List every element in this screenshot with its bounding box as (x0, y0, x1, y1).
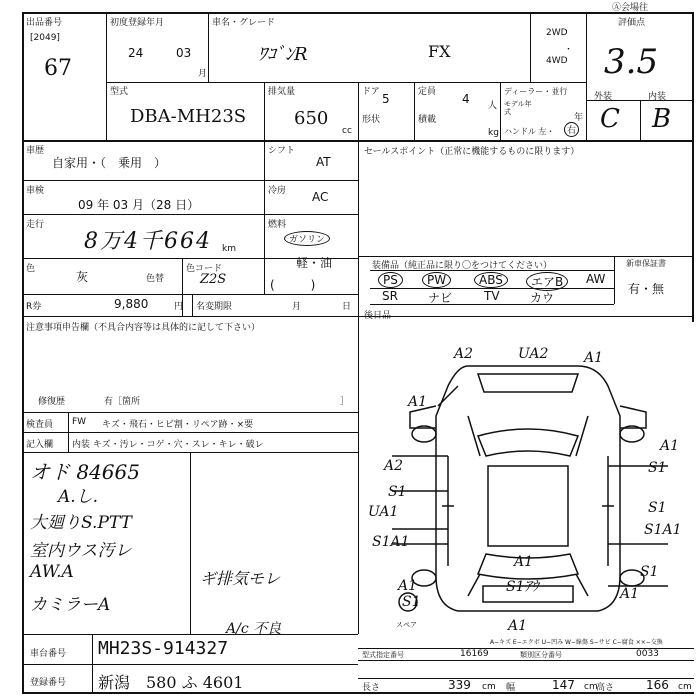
lot-number: 67 (44, 56, 72, 81)
warranty-value: 有・無 (628, 282, 665, 296)
damage-mark-18: S1 (402, 594, 421, 610)
sales-point-label: セールスポイント（正常に機能するものに限ります） (364, 147, 580, 157)
handwritten-line-7: ギ排気モレ (200, 569, 281, 588)
color-code-label: 色コード (186, 264, 223, 274)
drive-2wd: 2WD (546, 28, 568, 38)
damage-mark-10: S1 (648, 500, 667, 516)
equipment-label: 装備品（純正品に限り〇をつけてください） (372, 261, 553, 271)
shape-label: 形状 (362, 115, 381, 125)
length-label: 長さ (362, 683, 381, 693)
dealer-label: ディーラー・並行 (504, 87, 568, 96)
door-label: ドア (362, 87, 380, 97)
damage-mark-9: UA1 (368, 504, 399, 520)
handwritten-line-1: オド 84665 (30, 460, 140, 484)
fuel-other: 軽・油 (296, 256, 333, 270)
handwritten-line-6: カミラーA (30, 595, 111, 615)
first-reg-year: 24 (128, 46, 144, 60)
width-unit: cm (584, 682, 598, 692)
inspector-items-1: キズ・飛石・ヒビ割・リペア跡・×要 (102, 420, 254, 430)
equip-tv: TV (484, 289, 500, 303)
damage-mark-12: S1A1 (644, 522, 682, 538)
damage-mark-14: S1 (640, 564, 659, 580)
grade: FX (428, 42, 451, 61)
handwritten-line-8: A/c 不良 (226, 621, 282, 637)
drive-dot: ・ (564, 45, 574, 55)
color-change-label: 色替 (146, 274, 165, 284)
damage-mark-16: S1ｱｳ (506, 579, 539, 595)
ref1-value: 16169 (460, 649, 489, 659)
equip-abs: ABS (474, 272, 508, 288)
damage-mark-13: A1 (514, 554, 534, 570)
damage-mark-7: A2 (384, 458, 404, 474)
equip-pw: PW (422, 272, 451, 288)
ref2-value: 0033 (636, 649, 659, 659)
shift-value: AT (316, 155, 331, 169)
spare-label: スペア (396, 621, 417, 629)
plate-value: 新潟 580 ふ 4601 (98, 673, 244, 692)
damage-mark-5: A1 (660, 438, 680, 454)
damage-mark-17: A1 (398, 578, 418, 594)
inspector-label-1: 検査員 (26, 420, 54, 430)
height-label: 高さ (596, 683, 615, 693)
mileage-label: 走行 (26, 220, 45, 230)
damage-legend: A−キズ E−エクボ U−凹み W−線傷 S−サビ C−腐食 ××−交換 (490, 639, 663, 646)
repair-value: 有［箇所 (104, 397, 141, 407)
model-year-label: モデル年式 (504, 100, 532, 116)
equip-navi: ナビ (428, 291, 453, 305)
name-change-month: 月 (292, 302, 302, 312)
notes-label: 注意事項申告欄（不具合内容等は具体的に記して下さい） (26, 323, 261, 333)
name-change-label: 名変期限 (196, 302, 233, 312)
length-unit: cm (482, 682, 496, 692)
mileage-value: 8万4千664 (84, 229, 212, 254)
recycle-label: R券 (26, 302, 42, 312)
damage-mark-1: A2 (454, 346, 474, 362)
capacity-value: 4 (462, 92, 470, 106)
damage-mark-15: A1 (620, 586, 640, 602)
handle-value: 右 (564, 122, 579, 137)
equip-aw: AW (586, 272, 606, 286)
handle-label: ハンドル 左・ (504, 127, 555, 136)
handwritten-line-2: A.し. (58, 487, 99, 507)
damage-mark-20: A1 (508, 618, 528, 634)
fuel-value: ガソリン (284, 231, 330, 246)
model-label: 型式 (110, 87, 129, 97)
ac-label: 冷房 (268, 186, 287, 196)
score-value: 3.5 (604, 42, 659, 82)
length-value: 339 (448, 678, 471, 692)
damage-mark-6: S1 (648, 460, 667, 476)
interior-label: 内装 (648, 92, 667, 102)
car-name: ﾜｺﾞﾝR (258, 44, 308, 65)
damage-mark-8: S1 (388, 484, 407, 500)
fuel-label: 燃料 (268, 220, 287, 230)
exterior-grade: C (600, 104, 620, 134)
damage-mark-11: S1A1 (372, 534, 410, 550)
repair-close: ］ (340, 397, 350, 407)
height-value: 166 (646, 678, 669, 692)
equip-ps: PS (378, 272, 403, 288)
lot-sub: [2049] (30, 33, 60, 43)
damage-mark-2: UA2 (518, 346, 549, 362)
recycle-value: 9,880 (114, 297, 149, 311)
damage-mark-3: A1 (584, 350, 604, 366)
equip-sr: SR (382, 289, 398, 303)
fuel-paren: ( ) (270, 278, 316, 292)
model-value: DBA-MH23S (130, 106, 247, 127)
name-change-day: 日 (342, 302, 352, 312)
height-unit: cm (678, 682, 692, 692)
first-reg-label: 初度登録年月 (110, 18, 165, 28)
capacity-unit: 人 (488, 101, 498, 111)
car-type-value: 自家用・（ 乗用 ） (52, 156, 167, 170)
interior-grade: B (652, 104, 672, 134)
lot-label: 出品番号 (26, 18, 63, 28)
recycle-unit: 円 (174, 302, 184, 312)
door-value: 5 (382, 92, 390, 106)
car-type-label: 車歴 (26, 146, 45, 156)
chassis-label: 車台番号 (30, 649, 67, 659)
inspector-label-2: 記入欄 (26, 440, 54, 450)
equip-airbag: エアB (526, 272, 568, 291)
handwritten-line-5: AW.A (30, 562, 74, 582)
width-label: 幅 (506, 683, 516, 693)
equip-cow: カウ (530, 291, 555, 305)
displacement-label: 排気量 (268, 87, 296, 97)
color-label: 色 (26, 264, 36, 274)
ref2-label: 類別区分番号 (520, 651, 562, 659)
handwritten-line-3: 大廻りS.PTT (30, 513, 132, 533)
drive-4wd: 4WD (546, 56, 568, 66)
handwritten-line-4: 室内ウス汚レ (30, 541, 132, 561)
first-reg-month-unit: 月 (198, 69, 208, 79)
mileage-unit: km (222, 244, 236, 254)
plate-label: 登録番号 (30, 678, 67, 688)
after-label: 後日品 (364, 311, 392, 321)
score-label: 評価点 (618, 18, 646, 28)
color-value: 灰 (76, 270, 89, 284)
ref1-label: 型式指定番号 (362, 651, 404, 659)
inspection-label: 車検 (26, 186, 45, 196)
load-label: 積載 (418, 115, 437, 125)
repair-label: 修復歴 (38, 397, 66, 407)
chassis-value: MH23S-914327 (98, 638, 229, 659)
load-unit: kg (488, 128, 499, 138)
ac-value: AC (312, 190, 329, 204)
inspector-fw: FW (72, 417, 87, 427)
top-right-label: Ⓐ会場往 (612, 3, 649, 13)
displacement-unit: cc (342, 126, 352, 136)
warranty-label: 新車保証書 (626, 259, 666, 268)
displacement-value: 650 (294, 108, 329, 129)
shift-label: シフト (268, 146, 296, 156)
inspector-items-2: 内装 キズ・汚レ・コゲ・穴・スレ・キレ・破レ (72, 440, 264, 450)
inspection-value: 09 年 03 月（28 日） (78, 198, 200, 212)
damage-mark-4: A1 (408, 394, 428, 410)
exterior-label: 外装 (594, 92, 613, 102)
first-reg-month: 03 (176, 46, 192, 60)
width-value: 147 (552, 678, 575, 692)
capacity-label: 定員 (418, 87, 437, 97)
name-label: 車名・グレード (212, 18, 276, 28)
year-unit: 年 (574, 113, 584, 123)
color-code-value: Z2S (200, 272, 227, 287)
